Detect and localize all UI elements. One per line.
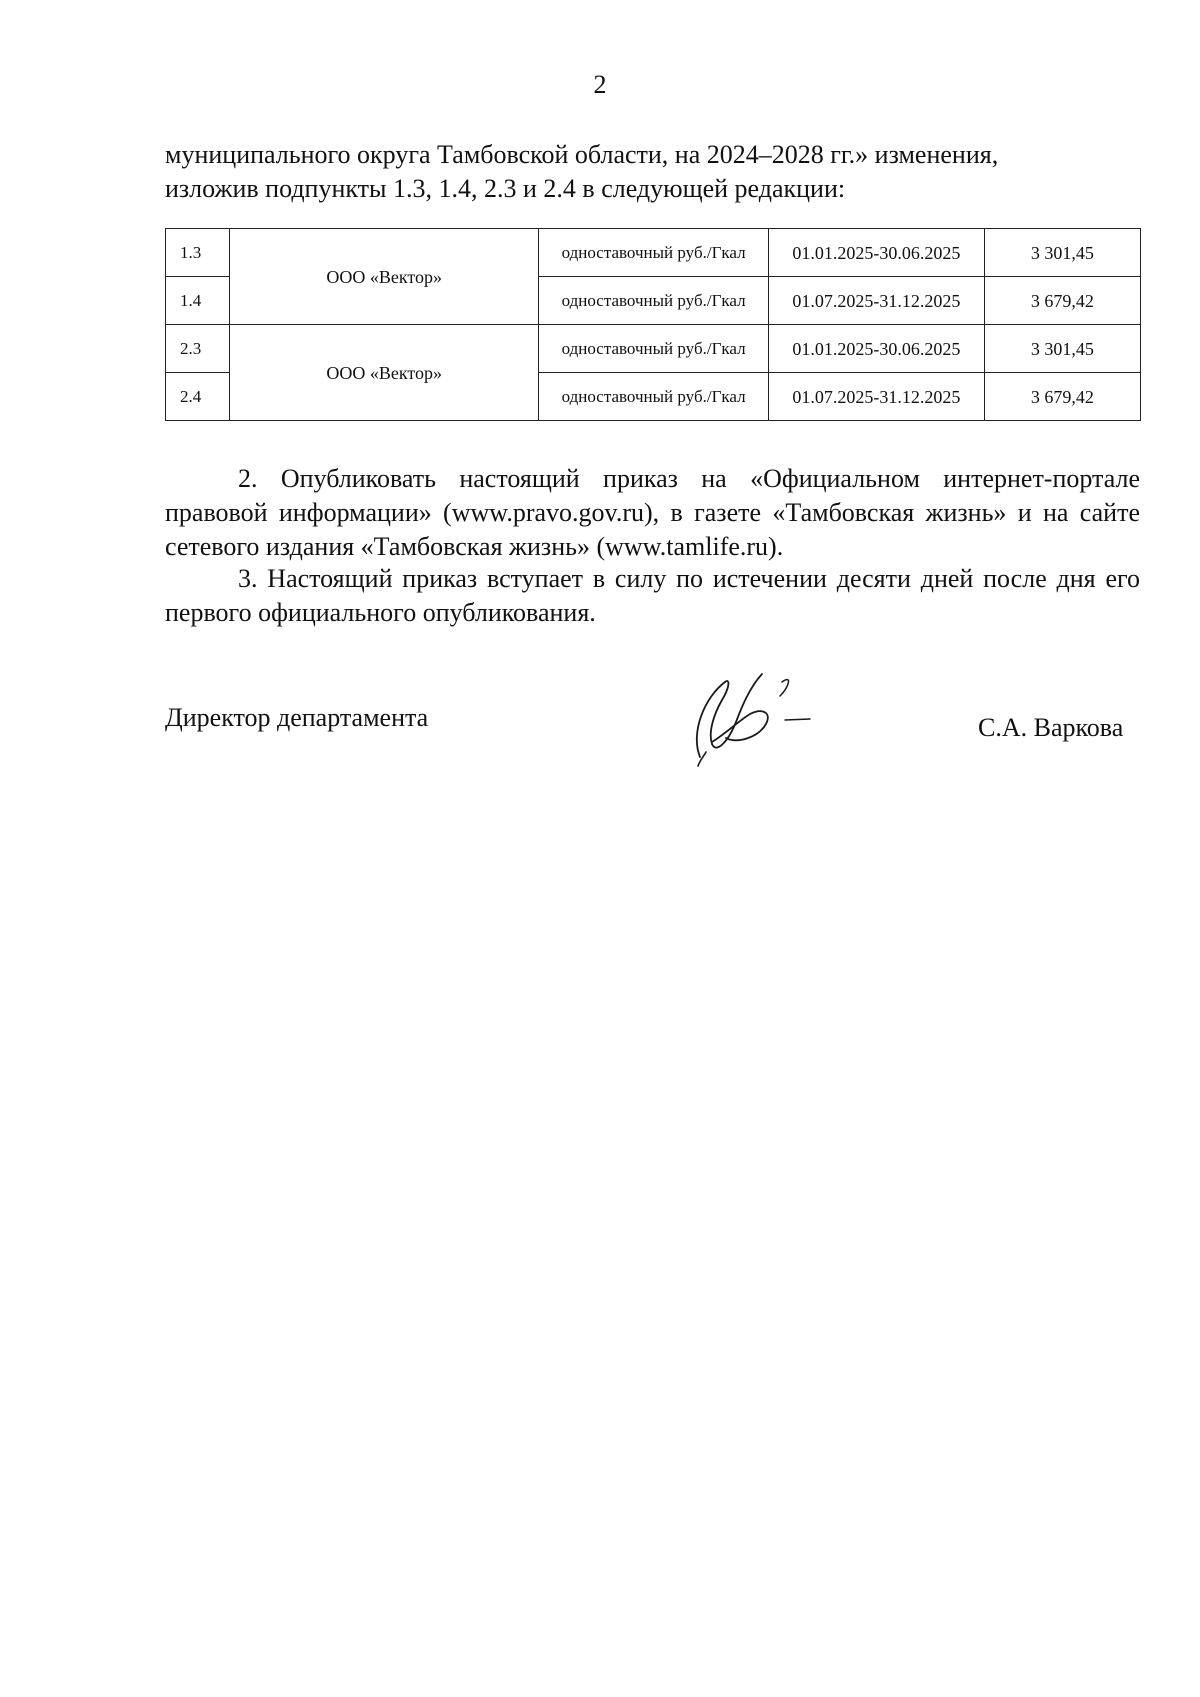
period-cell: 01.01.2025-30.06.2025 bbox=[769, 229, 985, 277]
item-2-paragraph: 2. Опубликовать настоящий приказ на «Официальном интернет-портале правовой информации» (www.pravo.gov.ru), в газете «Тамбовская жизнь» и на сайте сетевого издания «Тамбовская жизнь» (www.tamlife.ru). bbox=[165, 464, 1140, 561]
signatory-title: Директор департамента bbox=[165, 703, 429, 732]
tariff-type-cell: одноставочный руб./Гкал bbox=[539, 325, 769, 373]
row-number: 1.4 bbox=[166, 277, 230, 325]
intro-paragraph bbox=[165, 138, 1140, 206]
period-cell: 01.01.2025-30.06.2025 bbox=[769, 325, 985, 373]
row-number: 1.3 bbox=[166, 229, 230, 277]
tariff-type-cell: одноставочный руб./Гкал bbox=[539, 277, 769, 325]
intro-line-1: муниципального округа Тамбовской области, на 2024–2028 гг.» изменения, bbox=[165, 140, 999, 169]
signatory-name: С.А. Варкова bbox=[978, 713, 1124, 742]
tariff-table bbox=[165, 228, 1141, 421]
tariff-type-cell: одноставочный руб./Гкал bbox=[539, 229, 769, 277]
page-number: 2 bbox=[593, 70, 607, 99]
table-row bbox=[166, 229, 1141, 277]
tariff-value-cell: 3 301,45 bbox=[984, 229, 1140, 277]
row-number: 2.4 bbox=[166, 373, 230, 421]
intro-line-2: изложив подпункты 1.3, 1.4, 2.3 и 2.4 в следующей редакции: bbox=[165, 174, 846, 203]
tariff-value-cell: 3 301,45 bbox=[984, 325, 1140, 373]
handwritten-signature bbox=[670, 662, 830, 772]
tariff-value-cell: 3 679,42 bbox=[984, 277, 1140, 325]
tariff-value-cell: 3 679,42 bbox=[984, 373, 1140, 421]
organization-cell: ООО «Вектор» bbox=[230, 229, 539, 325]
item-3-paragraph: 3. Настоящий приказ вступает в силу по истечении десяти дней после дня его первого официального опубликования. bbox=[165, 564, 1140, 627]
organization-cell: ООО «Вектор» bbox=[230, 325, 539, 421]
row-number: 2.3 bbox=[166, 325, 230, 373]
period-cell: 01.07.2025-31.12.2025 bbox=[769, 277, 985, 325]
tariff-type-cell: одноставочный руб./Гкал bbox=[539, 373, 769, 421]
table-row bbox=[166, 325, 1141, 373]
period-cell: 01.07.2025-31.12.2025 bbox=[769, 373, 985, 421]
